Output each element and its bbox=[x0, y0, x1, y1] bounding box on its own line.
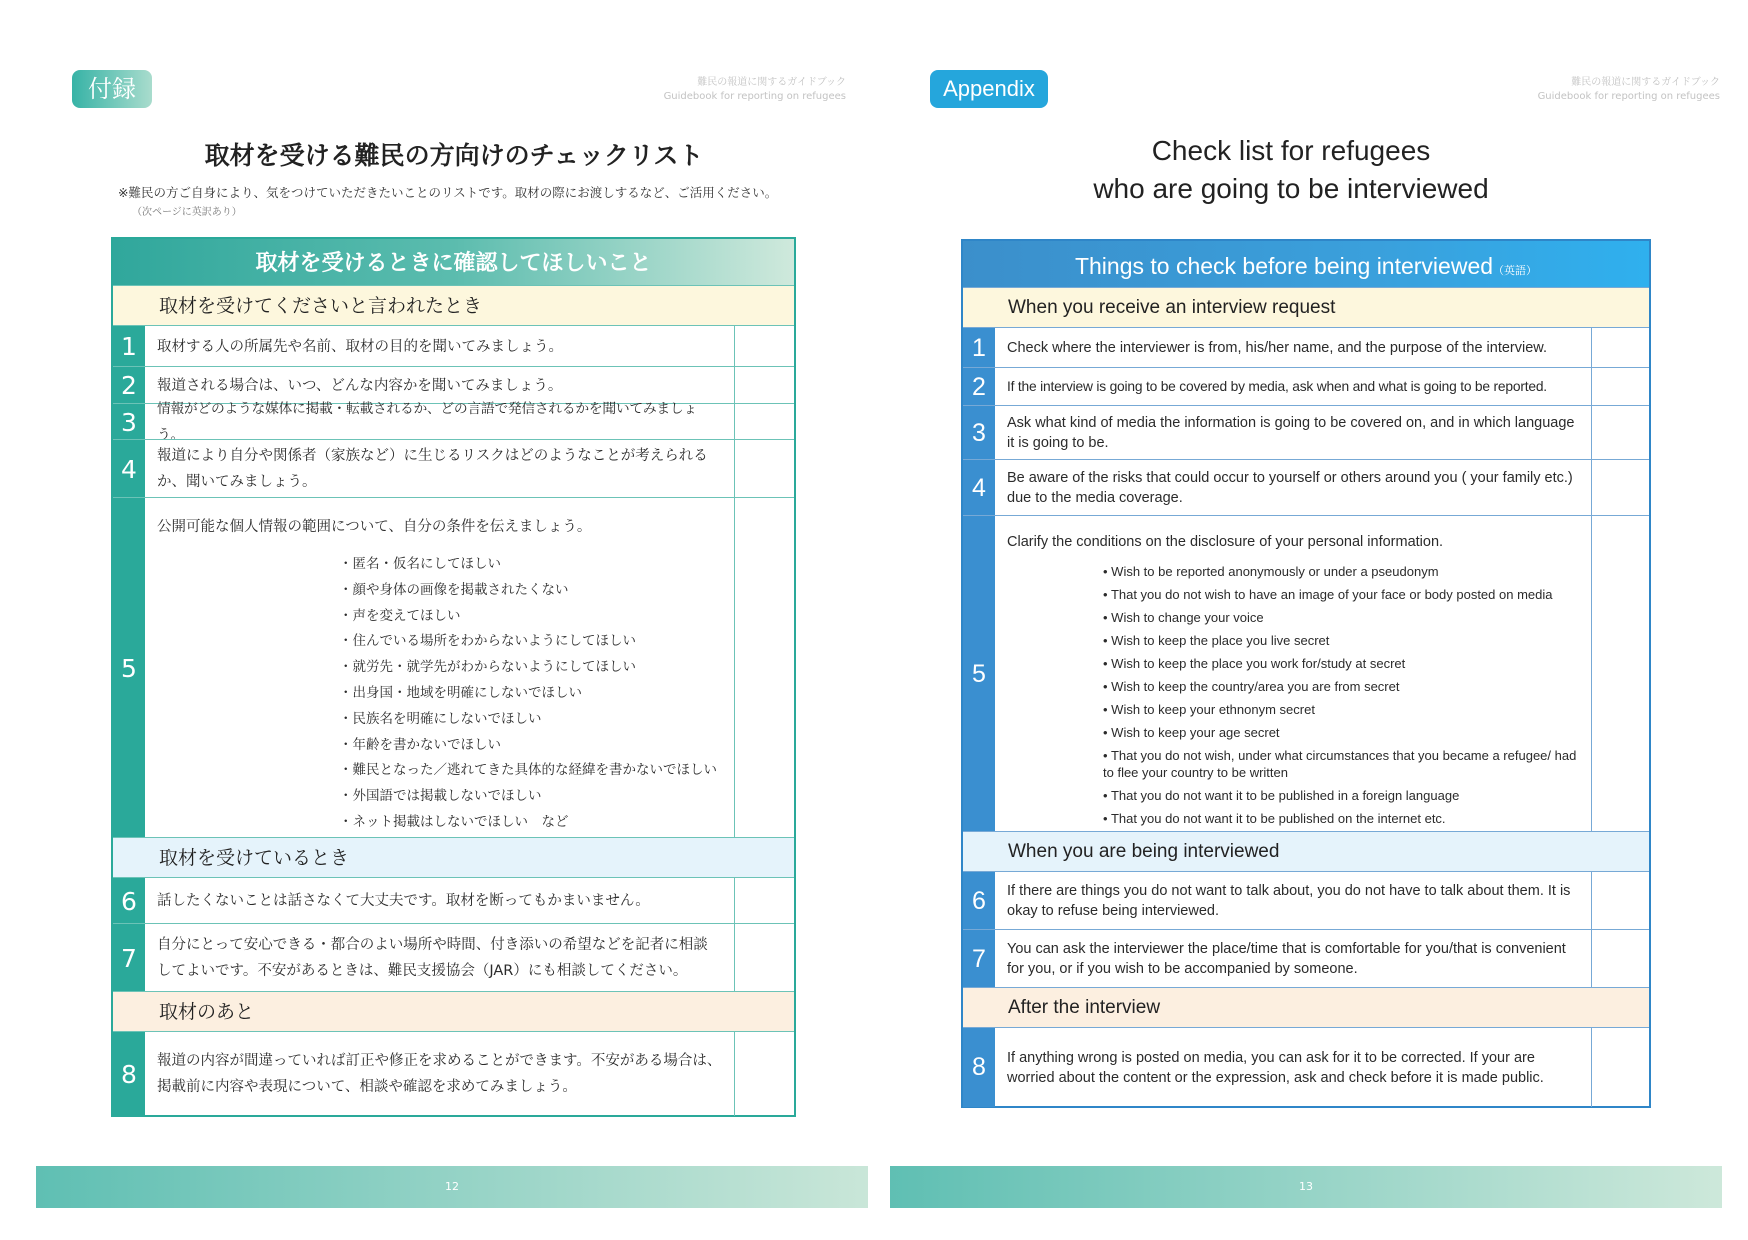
page-title: 取材を受ける難民の方向けのチェックリスト bbox=[204, 141, 704, 170]
item-number: 4 bbox=[113, 440, 145, 498]
item-text: 公開可能な個人情報の範囲について、自分の条件を伝えましょう。 bbox=[157, 519, 592, 535]
item-text: Ask what kind of media the information is going to be covered on, and in which language it is going to be. bbox=[995, 406, 1592, 460]
bullet-list bbox=[157, 552, 722, 836]
item-number: 1 bbox=[113, 326, 145, 367]
item-number: 5 bbox=[963, 516, 995, 832]
item-number: 7 bbox=[113, 924, 145, 992]
bullet-list bbox=[1007, 560, 1579, 830]
bullet-item: • Wish to keep the place you live secret bbox=[1103, 629, 1579, 652]
item-text: If the interview is going to be covered by media, ask when and what is going to be reported. bbox=[995, 368, 1592, 406]
bullet-item: • Wish to change your voice bbox=[1103, 606, 1579, 629]
translation-note: （次ページに英訳あり） bbox=[132, 207, 242, 218]
checklist-row bbox=[113, 923, 794, 992]
bullet-item: ・ 出身国・地域を明確にしないでほしい bbox=[339, 681, 722, 707]
item-number: 2 bbox=[963, 368, 995, 406]
checklist-row bbox=[963, 871, 1649, 930]
section-request: 取材を受けてくださいと言われたとき bbox=[113, 285, 794, 326]
bullet-item: • That you do not wish to have an image of your face or body posted on media bbox=[1103, 583, 1579, 606]
item-number: 8 bbox=[963, 1028, 995, 1107]
checklist-row bbox=[963, 405, 1649, 460]
bullet-item: • Wish to keep the place you work for/study at secret bbox=[1103, 652, 1579, 675]
running-header bbox=[560, 76, 846, 104]
checklist-row bbox=[113, 439, 794, 498]
item-number: 1 bbox=[963, 328, 995, 368]
bullet-item: ・ 就労先・就学先がわからないようにしてほしい bbox=[339, 655, 722, 681]
item-text: Be aware of the risks that could occur to yourself or others around you ( your family etc.) due to the media coverage. bbox=[995, 460, 1592, 516]
bullet-item: ・ 難民となった／逃れてきた具体的な経緯を書かないでほしい bbox=[339, 758, 722, 784]
item-text: 報道により自分や関係者（家族など）に生じるリスクはどのようなことが考えられるか、聞いてみましょう。 bbox=[145, 440, 735, 498]
guide-title-jp: 難民の報道に関するガイドブック bbox=[1571, 77, 1720, 88]
checklist-box bbox=[961, 239, 1651, 1108]
bullet-item: ・ 外国語では掲載しないでほしい bbox=[339, 784, 722, 810]
checklist-row bbox=[113, 325, 794, 367]
bullet-item: ・ 匿名・仮名にしてほしい bbox=[339, 552, 722, 578]
item-cell bbox=[145, 498, 735, 838]
item-number: 8 bbox=[113, 1032, 145, 1116]
section-after: 取材のあと bbox=[113, 991, 794, 1032]
item-number: 5 bbox=[113, 498, 145, 838]
item-number: 3 bbox=[113, 404, 145, 440]
checklist-row bbox=[963, 327, 1649, 368]
item-number: 4 bbox=[963, 460, 995, 516]
checklist-row bbox=[963, 1027, 1649, 1107]
checklist-row bbox=[113, 497, 794, 838]
checklist-row bbox=[963, 515, 1649, 832]
checklist-row bbox=[963, 929, 1649, 988]
checklist-title bbox=[963, 241, 1649, 287]
checklist-box bbox=[111, 237, 796, 1117]
item-text: 話したくないことは話さなくて大丈夫です。取材を断ってもかまいません。 bbox=[145, 878, 735, 924]
checklist-row bbox=[963, 367, 1649, 406]
checklist-title-suffix: （英語） bbox=[1493, 265, 1538, 277]
page-number: 13 bbox=[1299, 1180, 1313, 1193]
checklist-row bbox=[113, 877, 794, 924]
bullet-item: • That you do not want it to be published in a foreign language bbox=[1103, 784, 1579, 807]
item-number: 7 bbox=[963, 930, 995, 988]
bullet-item: ・ 住んでいる場所をわからないようにしてほしい bbox=[339, 629, 722, 655]
checklist-row bbox=[963, 459, 1649, 516]
checklist-title: 取材を受けるときに確認してほしいこと bbox=[113, 239, 794, 285]
item-text: Clarify the conditions on the disclosure of your personal information. bbox=[1007, 534, 1444, 550]
bullet-item: • That you do not want it to be published on the internet etc. bbox=[1103, 807, 1579, 830]
section-request: When you receive an interview request bbox=[963, 287, 1649, 328]
page-footer bbox=[890, 1166, 1722, 1208]
bullet-item: ・ 民族名を明確にしないでほしい bbox=[339, 707, 722, 733]
page-title-line1: Check list for refugees bbox=[1151, 135, 1431, 166]
item-text: 報道される場合は、いつ、どんな内容かを聞いてみましょう。 bbox=[145, 367, 735, 404]
page-title bbox=[914, 132, 1668, 208]
checklist-row bbox=[113, 1031, 794, 1116]
bullet-item: ・ 年齢を書かないでほしい bbox=[339, 733, 722, 759]
bullet-item: • Wish to keep your age secret bbox=[1103, 721, 1579, 744]
item-text: 取材する人の所属先や名前、取材の目的を聞いてみましょう。 bbox=[145, 326, 735, 367]
guide-title-jp: 難民の報道に関するガイドブック bbox=[697, 77, 846, 88]
usage-note: ※難民の方ご自身により、気をつけていただきたいことのリストです。取材の際にお渡しするなど、ご活用ください。 bbox=[118, 185, 778, 200]
bullet-item: ・ ネット掲載はしないでほしい など bbox=[339, 810, 722, 836]
page-title-line2: who are going to be interviewed bbox=[1093, 173, 1489, 204]
section-during: 取材を受けているとき bbox=[113, 837, 794, 878]
running-header bbox=[1434, 76, 1720, 104]
bullet-item: ・ 顔や身体の画像を掲載されたくない bbox=[339, 578, 722, 604]
bullet-item: • That you do not wish, under what circumstances that you became a refugee/ had to flee your country to be written bbox=[1103, 744, 1579, 784]
page-number: 12 bbox=[445, 1180, 459, 1193]
page-right bbox=[874, 0, 1748, 1240]
item-text: Check where the interviewer is from, his/her name, and the purpose of the interview. bbox=[995, 328, 1592, 368]
appendix-tag-jp: 付録 bbox=[72, 70, 152, 108]
bullet-item: • Wish to be reported anonymously or under a pseudonym bbox=[1103, 560, 1579, 583]
appendix-tag: Appendix bbox=[930, 70, 1048, 108]
bullet-item: • Wish to keep the country/area you are from secret bbox=[1103, 675, 1579, 698]
item-text: 自分にとって安心できる・都合のよい場所や時間、付き添いの希望などを記者に相談してよいです。不安があるときは、難民支援協会（JAR）にも相談してください。 bbox=[145, 924, 735, 992]
checklist-row bbox=[113, 401, 794, 443]
item-text: 情報がどのような媒体に掲載・転載されるか、どの言語で発信されるかを聞いてみましょう。 bbox=[145, 404, 735, 440]
page-footer bbox=[36, 1166, 868, 1208]
item-text: If anything wrong is posted on media, you can ask for it to be corrected. If your are worried about the content or the expression, ask and check before it is made public. bbox=[995, 1028, 1592, 1107]
checklist-title-text: Things to check before being interviewed bbox=[1074, 253, 1494, 279]
bullet-item: ・ 声を変えてほしい bbox=[339, 604, 722, 630]
guide-title-en: Guidebook for reporting on refugees bbox=[1537, 91, 1720, 102]
item-number: 2 bbox=[113, 367, 145, 404]
item-number: 3 bbox=[963, 406, 995, 460]
item-text: You can ask the interviewer the place/time that is comfortable for you/that is convenient for you, or if you wish to be accompanied by someone. bbox=[995, 930, 1592, 988]
bullet-item: • Wish to keep your ethnonym secret bbox=[1103, 698, 1579, 721]
item-text: 報道の内容が間違っていれば訂正や修正を求めることができます。不安がある場合は、掲載前に内容や表現について、相談や確認を求めてみましょう。 bbox=[145, 1032, 735, 1116]
item-number: 6 bbox=[963, 872, 995, 930]
item-number: 6 bbox=[113, 878, 145, 924]
guide-title-en: Guidebook for reporting on refugees bbox=[663, 91, 846, 102]
section-during: When you are being interviewed bbox=[963, 831, 1649, 872]
item-cell bbox=[995, 516, 1592, 832]
item-text: If there are things you do not want to talk about, you do not have to talk about them. It is okay to refuse being interviewed. bbox=[995, 872, 1592, 930]
section-after: After the interview bbox=[963, 987, 1649, 1028]
